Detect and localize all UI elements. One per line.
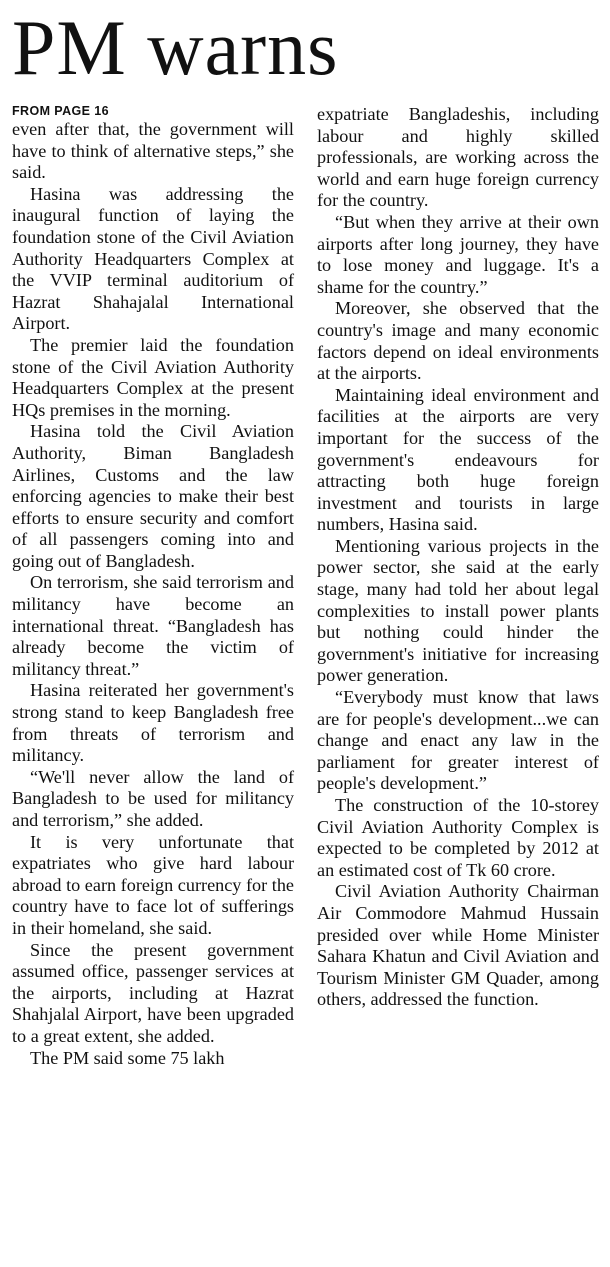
paragraph: Hasina told the Civil Aviation Authority, Biman Bangladesh Airlines, Customs and the law enforcing agencies to make their best efforts to ensure security and comfort of all passengers coming into and going out of Bangladesh. <box>12 421 294 571</box>
article-column-left <box>12 103 294 1069</box>
article-column-right <box>317 104 599 1011</box>
paragraph: Hasina reiterated her government's strong stand to keep Bangladesh free from threats of terrorism and militancy. <box>12 680 294 766</box>
paragraph: “But when they arrive at their own airports after long journey, they have to lose money and luggage. It's a shame for the country.” <box>317 211 599 297</box>
paragraph: “We'll never allow the land of Bangladesh to be used for militancy and terrorism,” she added. <box>12 766 294 830</box>
paragraph: The construction of the 10-storey Civil Aviation Authority Complex is expected to be completed by 2012 at an estimated cost of Tk 60 crore. <box>317 795 599 880</box>
paragraph: Mentioning various projects in the power sector, she said at the early stage, many had told her about legal complexities to install power plants but nothing could hinder the government's initiative for increasing power generation. <box>317 535 599 686</box>
paragraph: Hasina was addressing the inaugural function of laying the foundation stone of the Civil Aviation Authority Headquarters Complex at the VVIP terminal auditorium of Hazrat Shahajalal International Airport. <box>12 183 294 334</box>
paragraph: The PM said some 75 lakh <box>30 1047 225 1068</box>
paragraph: On terrorism, she said terrorism and militancy have become an international threat. “Bangladesh has already become the victim of militancy threat.” <box>12 572 294 679</box>
paragraph: Moreover, she observed that the country's image and many economic factors depend on ideal environments at the airports. <box>317 298 599 384</box>
dateline: FROM PAGE 16 <box>12 104 109 118</box>
paragraph: The premier laid the foundation stone of the Civil Aviation Authority Headquarters Complex at the present HQs premises in the morning. <box>12 334 294 420</box>
paragraph: even after that, the government will have to think of alternative steps,” she said. <box>12 119 294 183</box>
paragraph: Since the present government assumed office, passenger services at the airports, including at Hazrat Shahjalal Airport, have been upgraded to a great extent, she added. <box>12 939 294 1046</box>
headline: PM warns <box>12 4 339 91</box>
paragraph: expatriate Bangladeshis, including labour and highly skilled professionals, are working across the world and earn huge foreign currency for the country. <box>317 104 599 211</box>
paragraph: “Everybody must know that laws are for people's development...we can change and enact any law in the parliament for greater interest of people's development.” <box>317 687 599 794</box>
paragraph: It is very unfortunate that expatriates who give hard labour abroad to earn foreign currency for the country have to face lot of sufferings in their homeland, she said. <box>12 831 294 938</box>
paragraph: Maintaining ideal environment and facilities at the airports are very important for the success of the government's endeavours for attracting both huge foreign investment and tourists in large numbers, Hasina said. <box>317 384 599 535</box>
paragraph: Civil Aviation Authority Chairman Air Commodore Mahmud Hussain presided over while Home Minister Sahara Khatun and Civil Aviation and Tourism Minister GM Quader, among others, addressed the function. <box>317 881 599 1010</box>
